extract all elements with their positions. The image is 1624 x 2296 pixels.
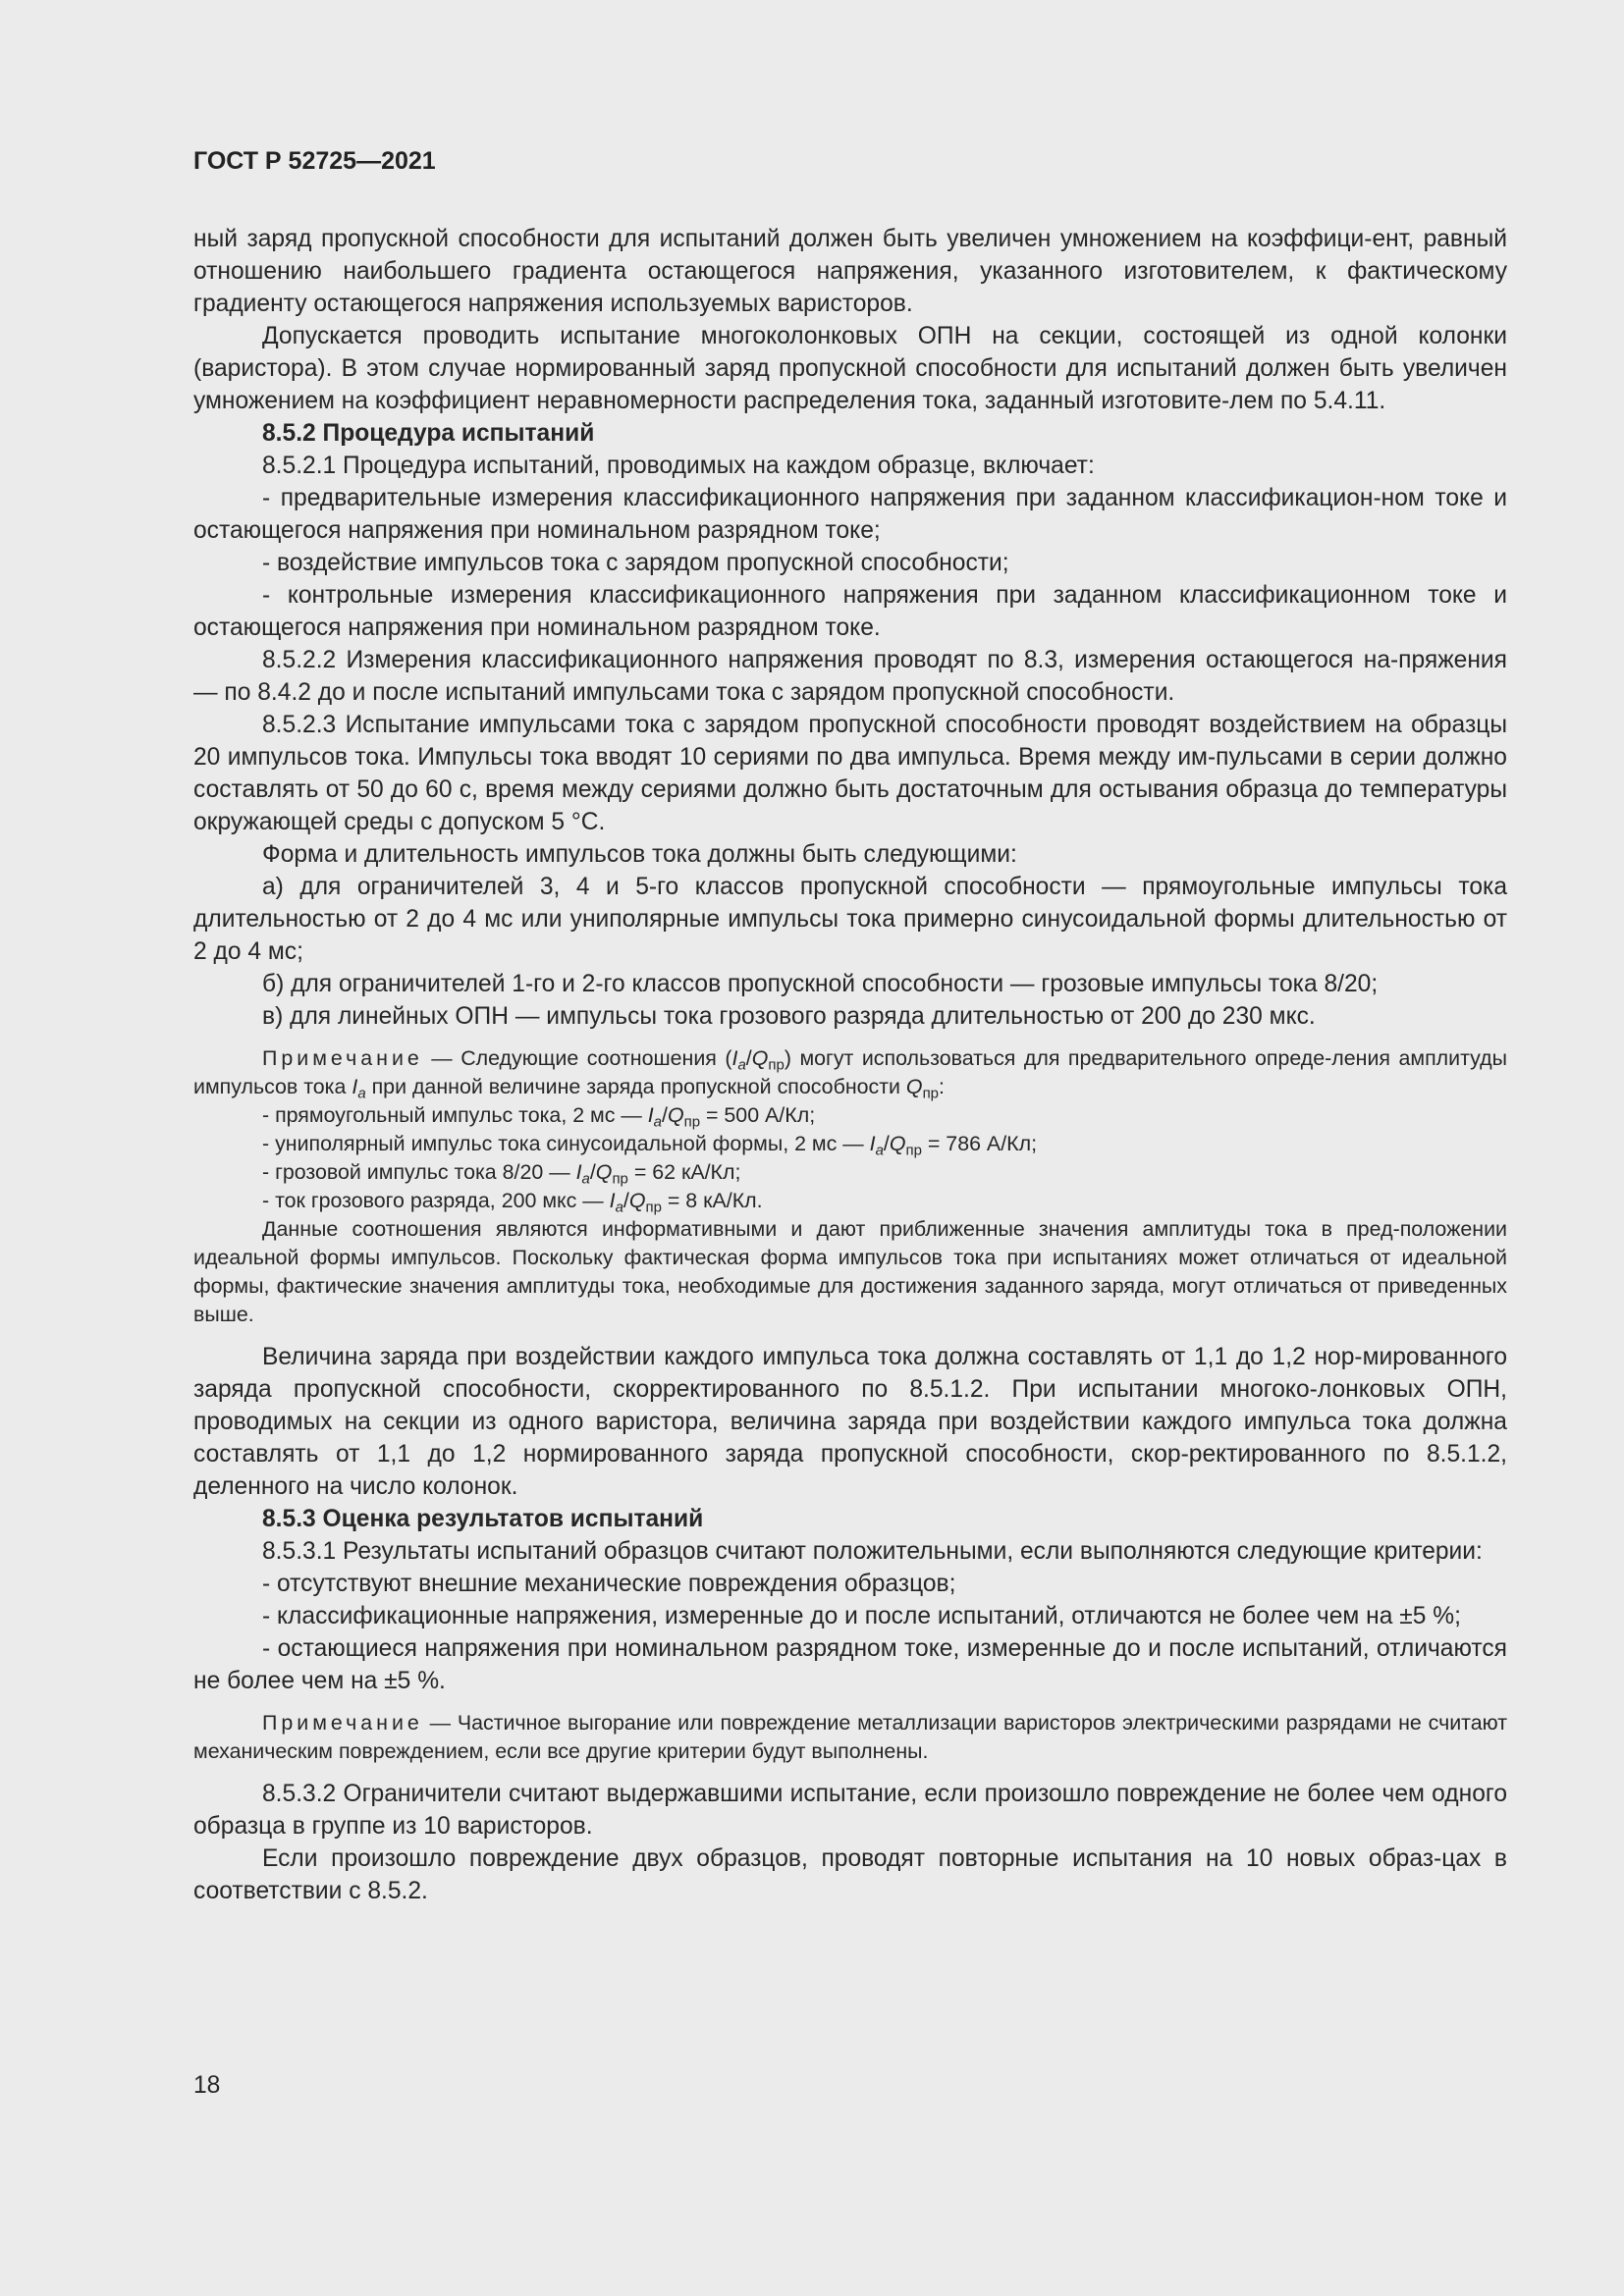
- clause-8-5-2-2: 8.5.2.2 Измерения классификационного напряжения проводят по 8.3, измерения остающегося на-пряжения — по 8.4.2 до и после испытаний импульсами тока с зарядом пропускной способности.: [193, 647, 1507, 706]
- note-1-item-lightning: - грозовой импульс тока 8/20 — $I_a/Q_{пр} = 62$ кА/Кл;: [262, 1160, 741, 1188]
- list-item-a: а) для ограничителей 3, 4 и 5-го классов пропускной способности — прямоугольные импульсы тока длительностью от 2 до 4 мс или униполярные импульсы тока примерно синусоидальной формы длительностью от 2 до 4 мс;: [193, 874, 1507, 965]
- section-heading-8-5-2: 8.5.2 Процедура испытаний: [262, 420, 595, 447]
- list-item-control-measurements: - контрольные измерения классификационного напряжения при заданном классификационном токе и остающегося напряжения при номинальном разрядном токе.: [193, 582, 1507, 641]
- page-body: [193, 223, 1507, 1907]
- note-1-item-discharge: - ток грозового разряда, 200 мкс — $I_a/Q_{пр} = 8$ кА/Кл.: [262, 1189, 763, 1216]
- clause-8-5-3-1: 8.5.3.1 Результаты испытаний образцов считают положительными, если выполняются следующие критерии:: [262, 1538, 1483, 1565]
- paragraph-impulse-shape: Форма и длительность импульсов тока должны быть следующими:: [262, 841, 1017, 868]
- list-item-impulse-exposure: - воздействие импульсов тока с зарядом пропускной способности;: [262, 550, 1009, 576]
- section-heading-8-5-3: 8.5.3 Оценка результатов испытаний: [262, 1506, 704, 1532]
- note-2: Примечание — Частичное выгорание или повреждение металлизации варисторов электрическими разрядами не считают механическим повреждением, если все другие критерии будут выполнены.: [193, 1711, 1507, 1763]
- note-1-item-unipolar: - униполярный импульс тока синусоидальной формы, 2 мс — $I_a/Q_{пр} = 786$ А/Кл;: [262, 1132, 1038, 1159]
- note-1-item-rectangular: - прямоугольный импульс тока, 2 мс — $I_a/Q_{пр} = 500$ А/Кл;: [262, 1103, 816, 1131]
- page-number: 18: [193, 2072, 221, 2099]
- paragraph-charge-magnitude: Величина заряда при воздействии каждого импульса тока должна составлять от 1,1 до 1,2 нор-мированного заряда пропускной способности, скорректированного по 8.5.1.2. При испытании многоко-лонковых ОПН, проводимых на секции из одного варистора, величина заряда при воздействии каждого импульса тока должна составлять от 1,1 до 1,2 нормированного заряда пропускной способности, скор-ректированного по 8.5.1.2, деленного на число колонок.: [193, 1344, 1507, 1500]
- clause-8-5-3-2: 8.5.3.2 Ограничители считают выдержавшими испытание, если произошло повреждение не более чем одного образца в группе из 10 варисторов.: [193, 1781, 1507, 1840]
- clause-8-5-2-3: 8.5.2.3 Испытание импульсами тока с зарядом пропускной способности проводят воздействием на образцы 20 импульсов тока. Импульсы тока вводят 10 сериями по два импульса. Время между им-пульсами в серии должно составлять от 50 до 60 с, время между сериями должно быть достаточным для остывания образца до температуры окружающей среды с допуском 5 °С.: [193, 712, 1507, 835]
- paragraph-continued: ный заряд пропускной способности для испытаний должен быть увеличен умножением на коэффици-ент, равный отношению наибольшего градиента остающегося напряжения, указанного изготовителем, к фактическому градиенту остающегося напряжения используемых варисторов.: [193, 226, 1507, 317]
- list-item-no-damage: - отсутствуют внешние механические повреждения образцов;: [262, 1571, 956, 1597]
- list-item-classification-voltage: - классификационные напряжения, измеренные до и после испытаний, отличаются не более чем на ±5 %;: [262, 1603, 1461, 1629]
- note-label: Примечание: [262, 1046, 423, 1070]
- list-item-preliminary-measurements: - предварительные измерения классификационного напряжения при заданном классификацион-ном токе и остающегося напряжения при номинальном разрядном токе;: [193, 485, 1507, 544]
- clause-8-5-2-1: 8.5.2.1 Процедура испытаний, проводимых на каждом образце, включает:: [262, 453, 1095, 479]
- note-label: Примечание: [262, 1711, 423, 1735]
- paragraph-multicolumn-sections: Допускается проводить испытание многоколонковых ОПН на секции, состоящей из одной колонки (варистора). В этом случае нормированный заряд пропускной способности для испытаний должен быть увеличен умножением на коэффициент неравномерности распределения тока, заданный изготовите-лем по 5.4.11.: [193, 323, 1507, 414]
- list-item-v: в) для линейных ОПН — импульсы тока грозового разряда длительностью от 200 до 230 мкс.: [262, 1003, 1316, 1030]
- list-item-b: б) для ограничителей 1-го и 2-го классов пропускной способности — грозовые импульсы тока 8/20;: [262, 971, 1379, 997]
- list-item-residual-voltage: - остающиеся напряжения при номинальном разрядном токе, измеренные до и после испытаний, отличаются не более чем на ±5 %.: [193, 1635, 1507, 1694]
- note-1-intro: Примечание — Следующие соотношения $(I_a/Q_{пр})$ могут использоваться для предварительного опреде-ления амплитуды импульсов тока $I_a$ при данной величине заряда пропускной способности $Q_{пр}$:: [193, 1046, 1507, 1102]
- note-1-tail: Данные соотношения являются информативными и дают приближенные значения амплитуды тока в пред-положении идеальной формы импульсов. Поскольку фактическая форма импульсов тока при испытаниях может отличаться от идеальной формы, фактические значения амплитуды тока, необходимые для достижения заданного заряда, могут отличаться от приведенных выше.: [193, 1217, 1507, 1326]
- paragraph-retest: Если произошло повреждение двух образцов, проводят повторные испытания на 10 новых образ-цах в соответствии с 8.5.2.: [193, 1845, 1507, 1904]
- document-code-header: ГОСТ Р 52725—2021: [193, 147, 436, 175]
